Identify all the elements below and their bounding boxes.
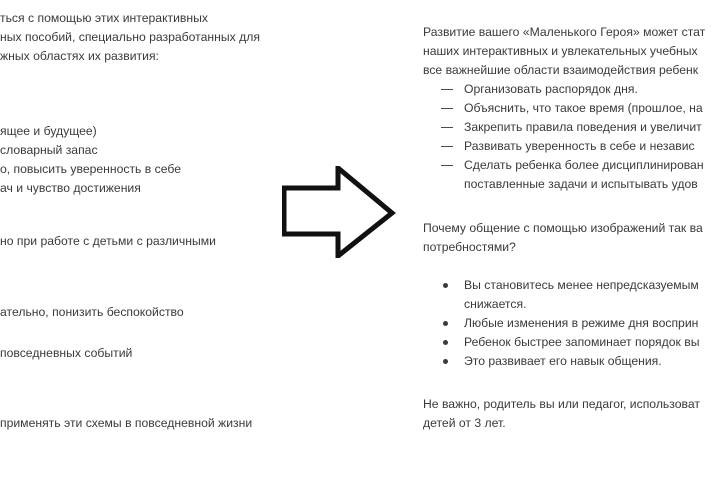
bullet-marker xyxy=(443,321,448,326)
closing-line-1: Не важно, родитель вы или педагог, использоват xyxy=(423,397,700,411)
left-fragment-line: словарный запас xyxy=(0,143,98,157)
question-line-2: потребностями? xyxy=(423,240,516,254)
dash-list-item: Развивать уверенность в себе и независ xyxy=(464,139,695,153)
bullet-list-item: Ребенок быстрее запоминает порядок вы xyxy=(464,335,700,349)
dash-list-item: Сделать ребенка более дисциплинирован xyxy=(464,158,704,172)
left-fragment-line: но при работе с детьми с различными xyxy=(0,234,216,248)
left-fragment-line: ач и чувство достижения xyxy=(0,181,141,195)
dash-marker xyxy=(441,89,453,90)
bullet-marker xyxy=(443,359,448,364)
dash-list-item: Организовать распорядок дня. xyxy=(464,82,638,96)
bullet-list-item: Это развивает его навык общения. xyxy=(464,354,662,368)
dash-list-item: Объяснить, что такое время (прошлое, на xyxy=(464,101,703,115)
question-line-1: Почему общение с помощью изображений так ва xyxy=(423,221,703,235)
left-fragment-line: повседневных событий xyxy=(0,346,133,360)
left-fragment-line: о, повысить уверенность в себе xyxy=(0,162,182,176)
left-intro-line-3: жных областях их развития: xyxy=(0,49,159,63)
left-fragment-line: применять эти схемы в повседневной жизни xyxy=(0,416,253,430)
left-intro-line-1: ться с помощью этих интерактивных xyxy=(0,11,208,25)
right-intro-line-2: наших интерактивных и увлекательных учебных xyxy=(423,44,698,58)
dash-list-item-continuation: поставленные задачи и испытывать удов xyxy=(464,177,698,191)
closing-line-2: детей от 3 лет. xyxy=(423,416,506,430)
left-intro-line-2: ных пособий, специально разработанных для xyxy=(0,30,260,44)
bullet-marker xyxy=(443,340,448,345)
bullet-list-item: Любые изменения в режиме дня восприн xyxy=(464,316,699,330)
bullet-list-item-continuation: снижается. xyxy=(464,297,527,311)
dash-marker xyxy=(441,146,453,147)
left-fragment-line: ательно, понизить беспокойство xyxy=(0,305,184,319)
dash-list-item: Закрепить правила поведения и увеличит xyxy=(464,120,702,134)
dash-marker xyxy=(441,127,453,128)
dash-marker xyxy=(441,108,453,109)
right-intro-line-1: Развитие вашего «Маленького Героя» может стат xyxy=(423,25,706,39)
left-fragment-line: ящее и будущее) xyxy=(0,124,97,138)
bullet-list-item: Вы становитесь менее непредсказуемым xyxy=(464,278,699,292)
dash-marker xyxy=(441,165,453,166)
right-intro-line-3: все важнейшие области взаимодействия ребенк xyxy=(423,63,699,77)
bullet-marker xyxy=(443,283,448,288)
